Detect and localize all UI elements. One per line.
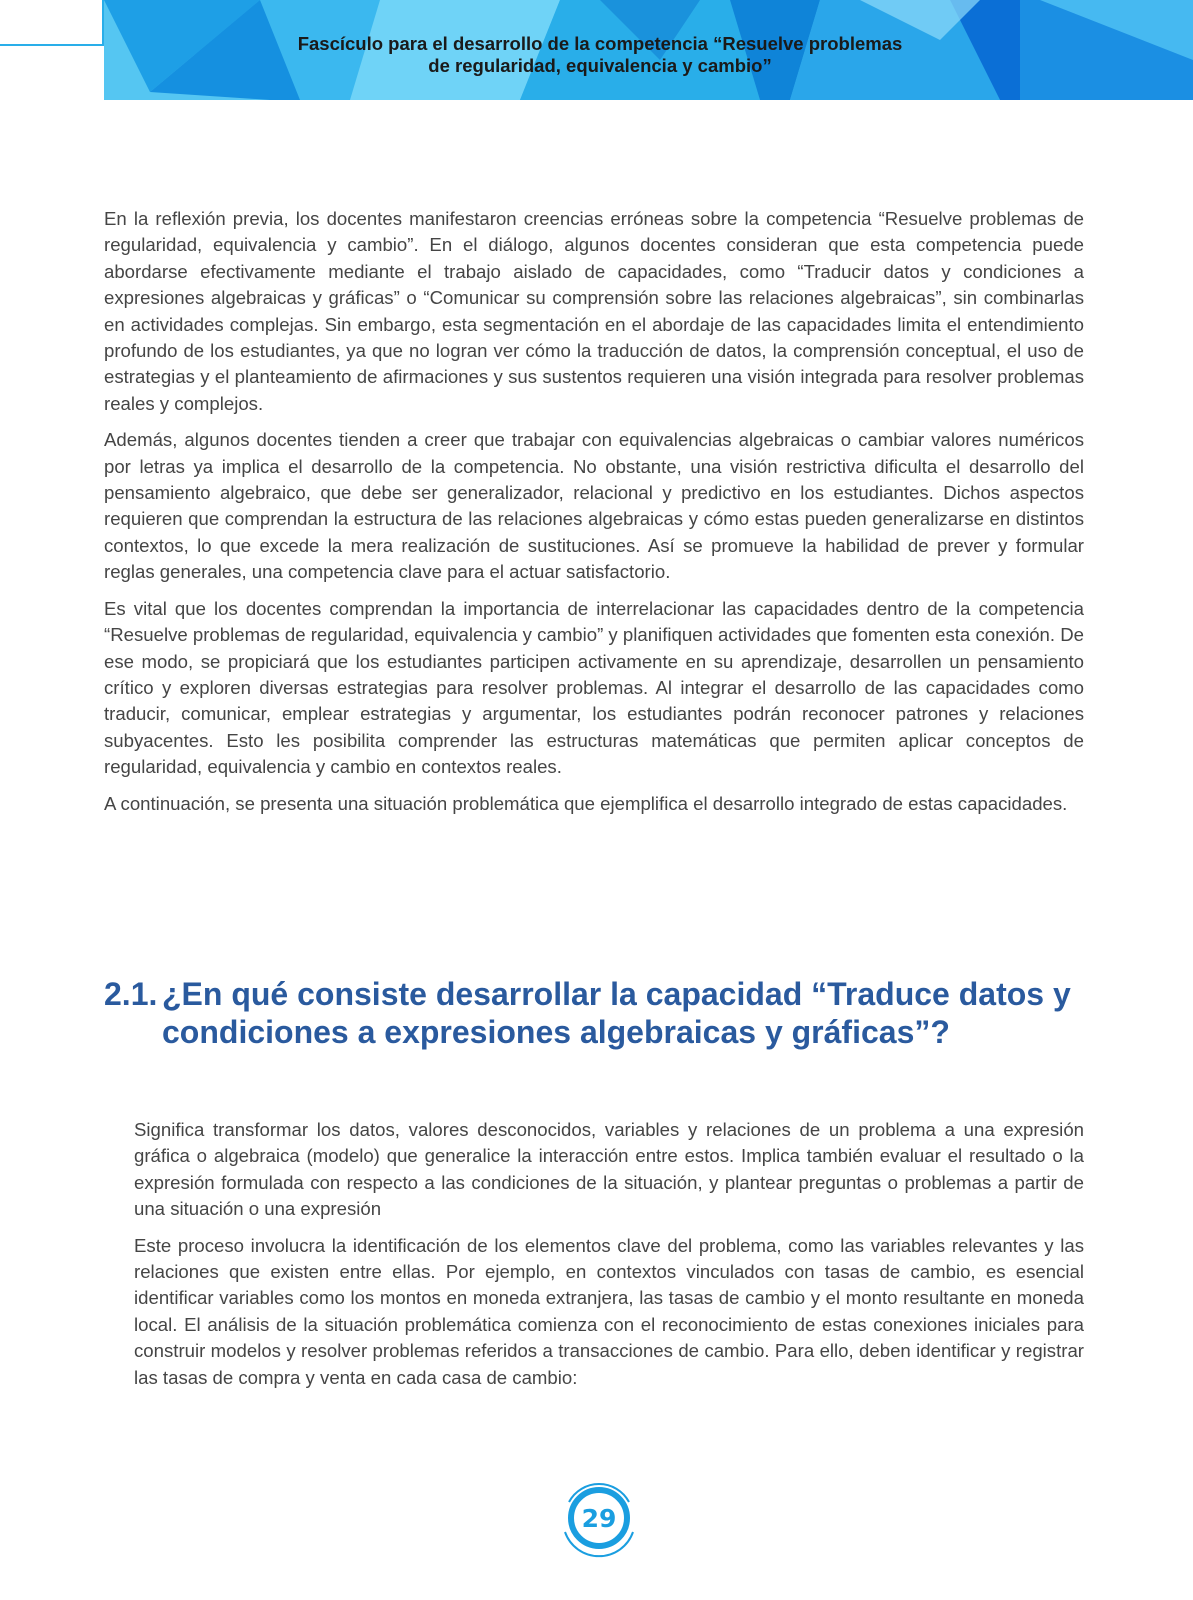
section-title: ¿En qué consiste desarrollar la capacidad “Traduce datos y condiciones a expresiones algebraicas y gráficas”?: [162, 976, 1071, 1050]
paragraph: Significa transformar los datos, valores desconocidos, variables y relaciones de un problema a una expresión gráfica o algebraica (modelo) que generalice la interacción entre estos. Implica también evaluar el resultado o la expresión formulada con respecto a las condiciones de la situación, y plantear preguntas o problemas a partir de una situación o una expresión: [134, 1119, 1084, 1220]
paragraph: A continuación, se presenta una situación problemática que ejemplifica el desarrollo integrado de estas capacidades.: [104, 792, 1068, 814]
paragraph: Es vital que los docentes comprendan la importancia de interrelacionar las capacidades dentro de la competencia “Resuelve problemas de regularidad, equivalencia y cambio” y planifiquen actividades que fomenten esta conexión. De ese modo, se propiciará que los estudiantes participen activamente en su aprendizaje, desarrollen un pensamiento crítico y exploren diversas estrategias para resolver problemas. Al integrar el desarrollo de las capacidades como traducir, comunicar, emplear estrategias y argumentar, los estudiantes podrán reconocer patrones y relaciones subyacentes. Esto les posibilita comprender las estructuras matemáticas que permiten aplicar conceptos de regularidad, equivalencia y cambio en contextos reales.: [104, 597, 1084, 778]
paragraph: Este proceso involucra la identificación de los elementos clave del problema, como las variables relevantes y las relaciones que existen entre ellas. Por ejemplo, en contextos vinculados con tasas de cambio, es esencial identificar variables como los montos en moneda extranjera, las tasas de cambio y el monto resultante en moneda local. El análisis de la situación problemática comienza con el reconocimiento de estas conexiones iniciales para construir modelos y resolver problemas referidos a transacciones de cambio. Para ello, deben identificar y registrar las tasas de compra y venta en cada casa de cambio:: [134, 1234, 1084, 1388]
paragraph: Además, algunos docentes tienden a creer que trabajar con equivalencias algebraicas o cambiar valores numéricos por letras ya implica el desarrollo de la competencia. No obstante, una visión restrictiva dificulta el desarrollo del pensamiento algebraico, que debe ser generalizador, relacional y predictivo en los estudiantes. Dichos aspectos requieren que comprendan la estructura de las relaciones algebraicas y cómo estas pueden generalizarse en distintos contextos, lo que excede la mera realización de sustituciones. Así se promueve la habilidad de prever y formular reglas generales, una competencia clave para el actuar satisfactorio.: [104, 429, 1084, 583]
page-number: 29: [581, 1503, 617, 1533]
section-number: 2.1.: [104, 976, 158, 1012]
fascicle-title-line1: Fascículo para el desarrollo de la competencia “Resuelve problemas: [297, 33, 903, 54]
paragraph: En la reflexión previa, los docentes manifestaron creencias erróneas sobre la competencia “Resuelve problemas de regularidad, equivalencia y cambio”. En el diálogo, algunos docentes consideran que esta competencia puede abordarse efectivamente mediante el trabajo aislado de capacidades, como “Traducir datos y condiciones a expresiones algebraicas y gráficas” o “Comunicar su comprensión sobre las relaciones algebraicas”, sin combinarlas en actividades complejas. Sin embargo, esta segmentación en el abordaje de las capacidades limita el entendimiento profundo de los estudiantes, ya que no logran ver cómo la traducción de datos, la comprensión conceptual, el uso de estrategias y el planteamiento de afirmaciones y sus sustentos requieren una visión integrada para resolver problemas reales y complejos.: [104, 208, 1084, 414]
fascicle-title-line2: de regularidad, equivalencia y cambio”: [428, 55, 772, 76]
page-number-badge: [555, 1474, 643, 1562]
section-heading: [104, 975, 1084, 1051]
intro-text: [104, 206, 1084, 827]
fascicle-title: [240, 33, 960, 77]
header-banner: [0, 0, 1193, 100]
section-text: [134, 1117, 1084, 1401]
